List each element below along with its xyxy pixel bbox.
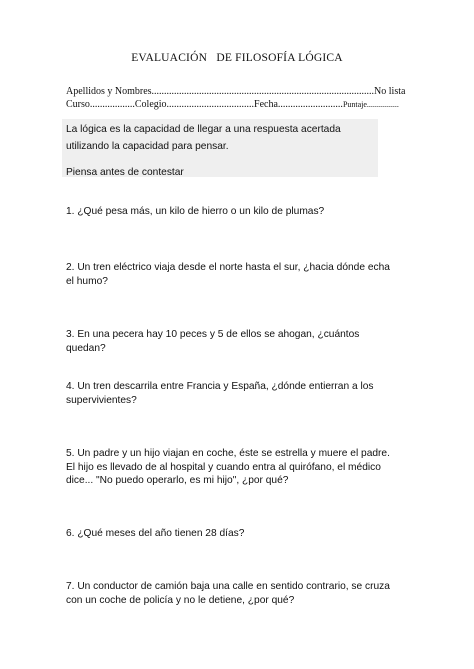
form-line-course xyxy=(66,99,399,110)
form-line-name: Apellidos y Nombres.........................................................................................No lista xyxy=(66,86,406,97)
question-2: 2. Un tren eléctrico viaja desde el norte hasta el sur, ¿hacia dónde echa el humo? xyxy=(66,262,390,287)
question-4: 4. Un tren descarrila entre Francia y España, ¿dónde entierran a los supervivientes? xyxy=(66,381,374,406)
form-line-course-fields: Curso..................Colegio...................................Fecha.......................... xyxy=(66,99,343,110)
intro-box xyxy=(62,119,378,177)
page-title: EVALUACIÓN DE FILOSOFÍA LÓGICA xyxy=(131,52,343,64)
question-5: 5. Un padre y un hijo viajan en coche, éste se estrella y muere el padre. El hijo es llevado de al hospital y cuando entra al quirófano, el médico dice... "No puedo operarlo, es mi hijo", ¿por qué? xyxy=(66,448,390,487)
form-line-score-field: Puntaje................ xyxy=(342,100,399,109)
question-7: 7. Un conductor de camión baja una calle en sentido contrario, se cruza con un coche de policía y no le detiene, ¿por qué? xyxy=(66,581,390,606)
question-6: 6. ¿Qué meses del año tienen 28 días? xyxy=(66,528,245,539)
logic-definition: La lógica es la capacidad de llegar a una respuesta acertada utilizando la capacidad para pensar. xyxy=(66,124,341,152)
think-instruction: Piensa antes de contestar xyxy=(66,167,184,178)
question-1: 1. ¿Qué pesa más, un kilo de hierro o un kilo de plumas? xyxy=(66,206,325,217)
question-3: 3. En una pecera hay 10 peces y 5 de ellos se ahogan, ¿cuántos quedan? xyxy=(66,329,360,354)
